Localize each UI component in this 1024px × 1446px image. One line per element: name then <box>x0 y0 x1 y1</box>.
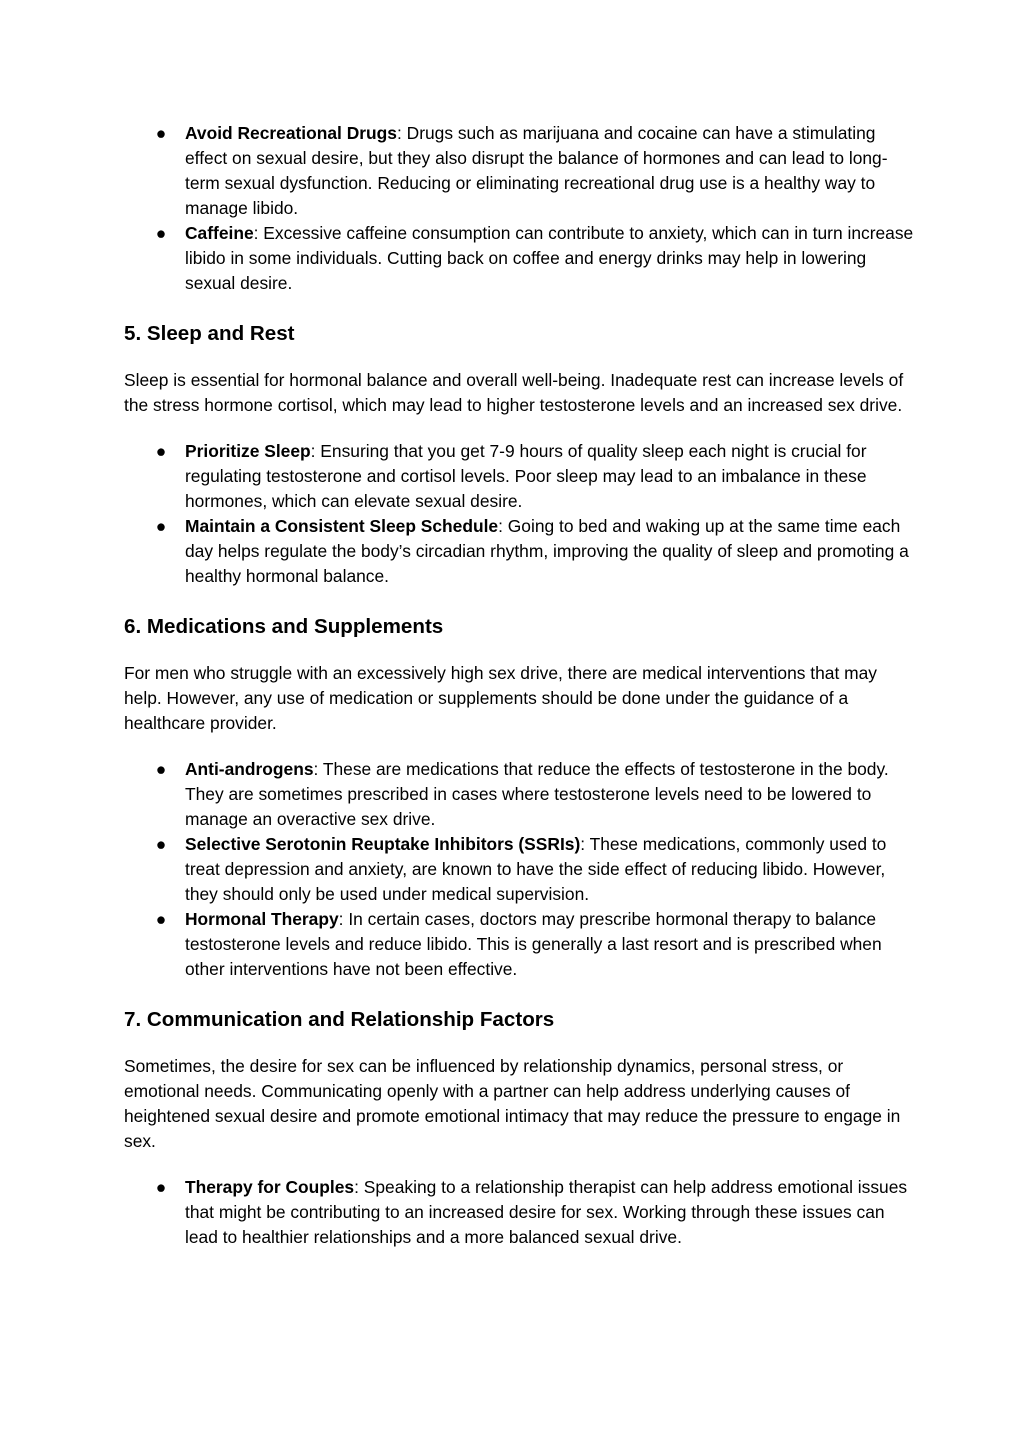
bullet-list-medications <box>124 757 914 982</box>
list-item-term: Caffeine <box>185 223 254 243</box>
list-item-term: Therapy for Couples <box>185 1177 355 1197</box>
list-item <box>155 514 914 589</box>
section-paragraph-medications: For men who struggle with an excessively high sex drive, there are medical interventions that may help. However, any use of medication or supplements should be done under the guidance of a healthcare provider. <box>124 663 877 733</box>
list-item <box>155 439 914 514</box>
list-item-term: Anti-androgens <box>185 759 314 779</box>
list-item-term: Maintain a Consistent Sleep Schedule <box>185 516 499 536</box>
bullet-icon: ● <box>155 441 167 461</box>
list-item-term: Hormonal Therapy <box>185 909 339 929</box>
section-heading-communication: 7. Communication and Relationship Factors <box>124 1008 555 1031</box>
list-item <box>155 121 914 221</box>
bullet-icon: ● <box>155 123 167 143</box>
list-item-text: : These are medications that reduce the effects of testosterone in the body. They are sometimes prescribed in cases where testosterone levels need to be lowered to manage an overactive sex drive. <box>185 759 889 829</box>
bullet-icon: ● <box>155 759 167 779</box>
bullet-icon: ● <box>155 223 167 243</box>
list-item-text: : In certain cases, doctors may prescribe hormonal therapy to balance testosterone levels and reduce libido. This is generally a last resort and is prescribed when other interventions have not been effective. <box>185 909 882 979</box>
bullet-icon: ● <box>155 909 167 929</box>
section-paragraph-sleep: Sleep is essential for hormonal balance and overall well-being. Inadequate rest can increase levels of the stress hormone cortisol, which may lead to higher testosterone levels and an increased sex drive. <box>124 370 904 415</box>
bullet-list-intro <box>124 121 914 296</box>
list-item <box>155 832 914 907</box>
list-item <box>155 221 914 296</box>
bullet-icon: ● <box>155 834 167 854</box>
list-item-text: : Speaking to a relationship therapist can help address emotional issues that might be contributing to an increased desire for sex. Working through these issues can lead to healthier relationships and a more balanced sexual drive. <box>185 1177 908 1247</box>
list-item-term: Prioritize Sleep <box>185 441 311 461</box>
list-item-text: : Going to bed and waking up at the same time each day helps regulate the body’s circadian rhythm, improving the quality of sleep and promoting a healthy hormonal balance. <box>185 516 909 586</box>
list-item-term: Avoid Recreational Drugs <box>185 123 397 143</box>
document-page <box>124 121 914 1250</box>
section-heading-sleep: 5. Sleep and Rest <box>124 322 295 345</box>
bullet-icon: ● <box>155 516 167 536</box>
bullet-list-communication <box>124 1175 914 1250</box>
bullet-icon: ● <box>155 1177 167 1197</box>
list-item-text: : Drugs such as marijuana and cocaine can have a stimulating effect on sexual desire, but they also disrupt the balance of hormones and can lead to long-term sexual dysfunction. Reducing or eliminating recreational drug use is a healthy way to manage libido. <box>185 123 888 218</box>
list-item-text: : Ensuring that you get 7-9 hours of quality sleep each night is crucial for regulating testosterone and cortisol levels. Poor sleep may lead to an imbalance in these hormones, which can elevate sexual desire. <box>185 441 867 511</box>
list-item <box>155 1175 914 1250</box>
bullet-list-sleep <box>124 439 914 589</box>
list-item-text: : These medications, commonly used to treat depression and anxiety, are known to have the side effect of reducing libido. However, they should only be used under medical supervision. <box>185 834 887 904</box>
list-item <box>155 757 914 832</box>
list-item-text: : Excessive caffeine consumption can contribute to anxiety, which can in turn increase libido in some individuals. Cutting back on coffee and energy drinks may help in lowering sexual desire. <box>185 223 914 293</box>
list-item-term: Selective Serotonin Reuptake Inhibitors (SSRIs) <box>185 834 581 854</box>
section-paragraph-communication: Sometimes, the desire for sex can be influenced by relationship dynamics, personal stress, or emotional needs. Communicating openly with a partner can help address underlying causes of heightened sexual desire and promote emotional intimacy that may reduce the pressure to engage in sex. <box>124 1056 901 1151</box>
list-item <box>155 907 914 982</box>
section-heading-medications: 6. Medications and Supplements <box>124 615 444 638</box>
